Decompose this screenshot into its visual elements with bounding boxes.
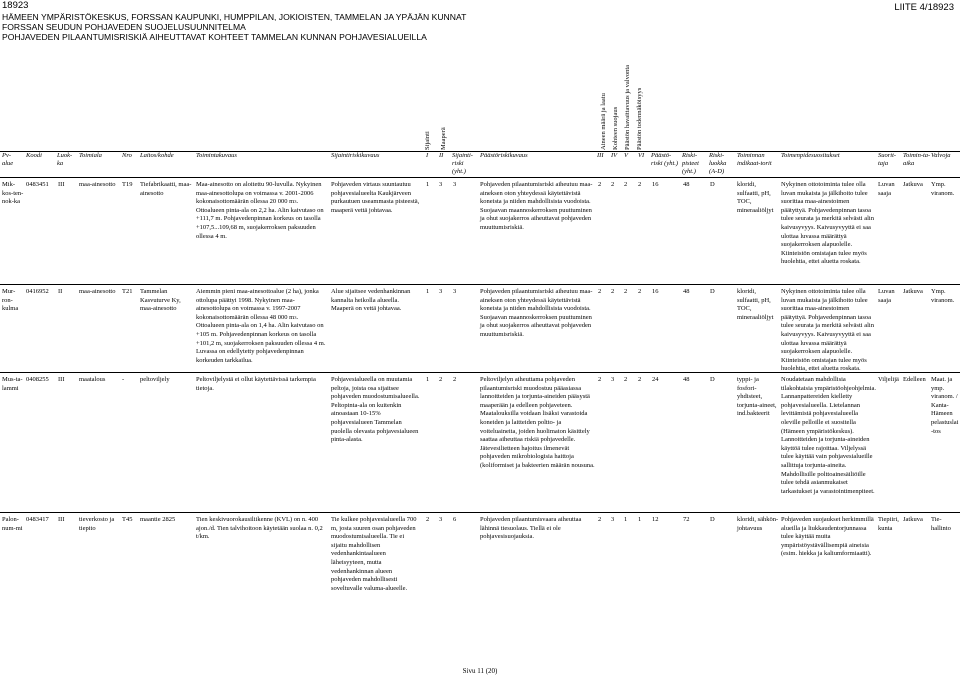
col-koodi: Koodi: [26, 152, 42, 159]
cell-riskipisteet: 48: [683, 376, 690, 383]
cell-paastoriski: 24: [652, 376, 659, 383]
col-risk-ii: II: [439, 152, 444, 159]
cell-risk-iii: 2: [598, 516, 602, 523]
cell-risk-iv: 3: [611, 516, 615, 523]
cell-paastoriskikuvaus: Pohjaveden pilaantumisvaara aiheuttaa lähinnä tiesuolaus. Tiellä ei ole pohjavesisuojauksia.: [480, 516, 582, 541]
cell-toimintakuvaus: Peltoviljelystä ei ollut käytettävissä tarkempia tietoja.: [196, 376, 316, 392]
cell-sijaintiriskikuvaus: Tie kulkee pohjavesialueella 700 m, josta suuren osan pohjaveden muodostumisalueella. Tie ei sijaitu mahdollisen vedenhankintaalueen läheisyyteen, mutta vedenhankinnan alueen pohjaveden mahdollisesti soveltuvalle valuma-alueelle.: [331, 516, 417, 592]
cell-valvoja: Tie-hallinto: [931, 516, 951, 532]
cell-risk-vi: 2: [638, 181, 642, 188]
superscript: 3: [294, 314, 297, 320]
cell-toteutusaika: Edelleen: [903, 376, 926, 383]
cell-indikaattorit: kloridi, sähkön-johtavuus: [737, 516, 779, 532]
cell-risk-ii: 3: [439, 288, 443, 295]
rotated-label-aineen-maara: Aineen määrä ja laatu: [600, 93, 607, 150]
col-riskiluokka: Riski-luokka (A-D): [709, 152, 727, 175]
col-suorittaja: Suorit-taja: [878, 152, 897, 167]
cell-koodi: 0416952: [26, 288, 49, 295]
cell-sijaintiriskikuvaus: Alue sijaitsee vedenhankinnan kannalta heikolla alueella. Maaperä on vettä johtavaa.: [331, 288, 411, 313]
cell-toimenpidesuositukset: Nykyinen ottotoiminta tulee olla luvan mukaista ja jälkihoito tulee suorittaa maa-ainestoimen päätyttyä. Pohjavedenpinnan tasoa tulee seurata ja merkitä selvästi alin kaivusyvyys. Kaivusyvyyttä ei saa ulottaa luvassa määrättyä suojakerroksen alapuolelle. Kiinteistön omistajan tulee myös huolehtia, ettei aluetta roskata.: [781, 181, 874, 266]
cell-risk-iii: 2: [598, 288, 602, 295]
cell-paastoriski: 16: [652, 181, 659, 188]
col-paastoriski: Päästö-riski (yht.): [651, 152, 679, 167]
cell-risk-ii: 3: [439, 516, 443, 523]
cell-suorittaja: Luvan saaja: [878, 288, 895, 304]
cell-alue: Mus-ta-lammi: [2, 376, 23, 392]
cell-sijaintiriski: 3: [453, 181, 457, 188]
col-risk-v: V: [624, 152, 628, 159]
cell-toteutusaika: Jatkuva: [903, 181, 923, 188]
cell-suorittaja: Viljelijä: [878, 376, 899, 383]
cell-riskipisteet: 48: [683, 288, 690, 295]
cell-luokka: II: [58, 288, 63, 295]
cell-laitos: peltoviljely: [140, 376, 170, 383]
cell-riskiluokka: D: [710, 376, 715, 383]
cell-koodi: 0483451: [26, 181, 49, 188]
row-separator: [0, 512, 960, 513]
rotated-label-paaston-todennakoisyys: Päästön todennäköisyys: [636, 87, 643, 150]
col-risk-iii: III: [597, 152, 604, 159]
cell-risk-v: 1: [624, 516, 628, 523]
cell-sijaintiriski: 2: [453, 376, 457, 383]
cell-paastoriski: 12: [652, 516, 659, 523]
rotated-label-paaston-havaittavuus: Päästön havaittavuus ja valvonta: [624, 64, 631, 150]
cell-luokka: III: [58, 376, 65, 383]
cell-toimiala: tieverkosto ja tiepito: [79, 516, 115, 532]
cell-risk-iv: 3: [611, 376, 615, 383]
cell-valvoja: Ymp. viranom.: [931, 181, 955, 197]
cell-suorittaja: Luvan saaja: [878, 181, 895, 197]
document-title: POHJAVEDEN PILAANTUMISRISKIÄ AIHEUTTAVAT KOHTEET TAMMELAN KUNNAN POHJAVESIALUEILLA: [2, 32, 427, 42]
col-paastoriskikuvaus: Päästöriskikuvaus: [480, 152, 528, 159]
cell-sijaintiriski: 3: [453, 288, 457, 295]
col-valvoja: Valvoja: [931, 152, 951, 159]
cell-valvoja: Ymp. viranom.: [931, 288, 955, 304]
cell-nro: T19: [122, 181, 133, 188]
col-laitos: Laitos/kohde: [140, 152, 174, 159]
cell-paastoriskikuvaus: Pohjaveden pilaantumisriski aiheutuu maa-aineksen oton yhteydessä käytettävistä koneista ja niiden mahdollisista vuodoista. Suojaavan maannoskerroksen puuttuminen ja ohut suojakerros aiheuttavat pohjaveden muuttumisriskiä.: [480, 288, 593, 338]
col-risk-i: I: [426, 152, 429, 159]
col-sijaintiriskikuvaus: Sijaintiriskikuvaus: [331, 152, 380, 159]
cell-risk-ii: 3: [439, 181, 443, 188]
rotated-label-sijainti: Sijainti: [424, 131, 431, 150]
cell-risk-v: 2: [624, 376, 628, 383]
cell-riskipisteet: 48: [683, 181, 690, 188]
cell-riskiluokka: D: [710, 516, 715, 523]
cell-risk-i: 1: [426, 288, 430, 295]
cell-risk-iii: 2: [598, 376, 602, 383]
cell-sijaintiriskikuvaus: Pohjavesialueella on muutamia peltoja, joista osa sijaitsee pohjaveden muodostumisalueella. Peltopinta-ala on kuitenkin ainoastaan 10-15% pohjavesialueen Tammelan puolella olevasta pohjavesialueen pinta-alasta.: [331, 376, 420, 444]
rotated-label-kohteen-suojaus: Kohteen suojaus: [612, 106, 619, 150]
toimintakuvaus-text-cont: . Ottoalueen pinta-ala on 2,2 ha. Alin kaivutaso on +111,7 m. Pohjavedenpinnan korkeus on tasolla +107,5...109,68 m, suojakerroksen paksuuden ollessa 4 m.: [196, 198, 324, 240]
cell-risk-iv: 2: [611, 181, 615, 188]
row-separator: [0, 372, 960, 373]
cell-alue: Mik-kos-ten-nok-ka: [2, 181, 24, 206]
cell-risk-ii: 2: [439, 376, 443, 383]
cell-indikaattorit: kloridi, sulfaatti, pH, TOC, mineraaliöljyt: [737, 181, 774, 214]
col-pv-alue: Pv-alue: [2, 152, 14, 167]
cell-laitos: Tammelan Kasvuturve Ky, maa-ainesotto: [140, 288, 181, 313]
cell-toimintakuvaus: [196, 181, 326, 241]
cell-sijaintiriski: 6: [453, 516, 457, 523]
cell-toimiala: maa-ainesotto: [79, 181, 116, 188]
toimintakuvaus-text: Aiemmin pieni maa-ainesottoalue (2 ha), jonka ottolupa päättyi 1998. Nykyinen maa-ainesottolupa on voimassa v. 1997-2007 kokonaisottomäärän ollessa 48 000 m: [196, 288, 319, 321]
cell-toimiala: maatalous: [79, 376, 106, 383]
cell-alue: Mur-ron-kulma: [2, 288, 19, 313]
cell-nro: T21: [122, 288, 133, 295]
cell-toteutusaika: Jatkuva: [903, 516, 923, 523]
cell-risk-vi: 1: [638, 516, 642, 523]
cell-luokka: III: [58, 181, 65, 188]
col-risk-iv: IV: [611, 152, 618, 159]
col-luokka: Luok-ka: [57, 152, 73, 167]
cell-toteutusaika: Jatkuva: [903, 288, 923, 295]
cell-toimenpidesuositukset: Pohjaveden suojaukset herkimmillä alueilla ja liukkaudentorjunnassa tulee käyttää muita ympäristöystävällisempiä aineisia (esim. hiekka ja kaliumformiaatti).: [781, 516, 874, 558]
cell-risk-i: 1: [426, 181, 430, 188]
cell-nro: -: [122, 376, 125, 383]
plan-title: FORSSAN SEUDUN POHJAVEDEN SUOJELUSUUNNITELMA: [2, 22, 246, 32]
cell-riskiluokka: D: [710, 288, 715, 295]
cell-alue: Palon-num-mi: [2, 516, 23, 532]
cell-nro: T45: [122, 516, 133, 523]
cell-toimintakuvaus: Tien keskivuorokausiliikenne (KVL) on n. 400 ajon./d. Tien talvihoitoon käytetään suolaa n. 0,2 t/km.: [196, 516, 323, 541]
cell-risk-vi: 2: [638, 376, 642, 383]
cell-risk-i: 1: [426, 376, 430, 383]
toimintakuvaus-text: Maa-ainesotto on aloitettu 90-luvulla. Nykyinen maa-ainesottolupa on voimassa v. 2001-2006 kokonaisottomäärän ollessa 20 000 m: [196, 181, 322, 206]
cell-indikaattorit: typpi- ja fosfori-yhdisteet, torjunta-aineet, ind.bakteerit: [737, 376, 777, 418]
cell-toimintakuvaus: [196, 288, 326, 365]
col-toteutusaika: Toimin-ta-aika: [903, 152, 931, 167]
toimintakuvaus-text-cont: . Ottoalueen pinta-ala on 1,4 ha. Alin kaivutaso on +105 m. Pohjavedenpinnan korkeus on tasolla +101,2 m, suojakerroksen paksuuden ollessa 4 m. Luvassa on edellytetty pohjavedenpinnan korkeuden tarkkailua.: [196, 313, 326, 364]
cell-suorittaja: Tiepiiri, kunta: [878, 516, 899, 532]
cell-paastoriskikuvaus: Pohjaveden pilaantumisriski aiheutuu maa-aineksen oton yhteydessä käytettävistä koneista ja niiden mahdollisista vuodoista. Suojaavan maannoskerroksen puuttuminen ja ohut suojakerros aiheuttavat pohjaveden muuttumisriskiä.: [480, 181, 593, 231]
cell-riskiluokka: D: [710, 181, 715, 188]
cell-risk-i: 2: [426, 516, 430, 523]
cell-riskipisteet: 72: [683, 516, 690, 523]
col-toimiala: Toimiala: [79, 152, 102, 159]
col-risk-vi: VI: [638, 152, 645, 159]
cell-laitos: maantie 2825: [140, 516, 176, 523]
cell-risk-v: 2: [624, 181, 628, 188]
document-code: 18923: [2, 0, 29, 11]
cell-laitos: Tiefabrikaatti, maa-ainesotto: [140, 181, 192, 197]
cell-toimenpidesuositukset: Nykyinen ottotoiminta tulee olla luvan mukaista ja jälkihoito tulee suorittaa maa-ainestoimen päätyttyä. Pohjavedenpinnan tasoa tulee seurata ja merkitä selvästi alin kaivusyvyys. Kaivusyvyyttä ei saa ulottaa luvassa määrättyä suojakerroksen alapuolelle. Kiinteistön omistajan tulee myös huolehtia, ettei aluetta roskata.: [781, 288, 874, 373]
cell-sijaintiriskikuvaus: Pohjaveden virtaus suuntautuu pohjavesialueelta Kaukjärveen purkautuen useammasta pisteestä, maaperä vettä johtavaa.: [331, 181, 420, 214]
row-separator: [0, 284, 960, 285]
page-number: Sivu 11 (20): [462, 667, 498, 675]
col-nro: Nro: [122, 152, 132, 159]
col-toimintakuvaus: Toimintakuvaus: [196, 152, 237, 159]
cell-toimiala: maa-ainesotto: [79, 288, 116, 295]
table-header-rule: [0, 177, 960, 178]
cell-toimenpidesuositukset: Noudatetaan mahdollisia tilakohtaisia ympäristöohjeohjelmia. Lannanpattereiden kielletty pohjavesialueella. Lietelannan levittämistä pohjavesialueella oleville pelloille ei suositella (Hämeen ympäristökeskus). Lannoitteiden ja torjunta-aineiden käyttöä tulee rajoittaa. Viljelyssä tulee käyttää vain pohjavesialueille sallittuja torjunta-aineita. Mahdollisille polttoainesäiliöille tulee tehdä asianmukaiset tarkastukset ja varastointimenpiteet.: [781, 376, 876, 495]
cell-paastoriskikuvaus: Peltoviljelyn aiheuttama pohjaveden pilaantumisriski muodostuu pääasiassa lannoitteiden ja torjunta-aineiden pääsystä maaperään ja edelleen pohjaveteen. Maatalouksilla voidaan lisäksi varastoida koneiden ja laitteiden poltto- ja voiteluaineita, joiden huolimaton käsittely saattaa aiheuttaa riskiä pohjavedelle. Jätevesilietteen hajoitus ilmenevät pohjaveden mikrobiologisia haittoja (koliformiset ja bakteerien määrän nousuna.: [480, 376, 595, 469]
cell-valvoja: Maat. ja ymp. viranom. / Kanta-Hämeen pelastuslai-tos: [931, 376, 959, 435]
superscript: 3: [294, 199, 297, 205]
col-sijaintiriski: Sijainti-riski (yht.): [452, 152, 473, 175]
col-indikaattorit: Toiminnan indikaat-torit: [737, 152, 772, 167]
organization-line: HÄMEEN YMPÄRISTÖKESKUS, FORSSAN KAUPUNKI, HUMPPILAN, JOKIOISTEN, TAMMELAN JA YPÄJÄN KUNNAT: [2, 12, 467, 22]
cell-indikaattorit: kloridi, sulfaatti, pH, TOC, mineraaliöljyt: [737, 288, 774, 321]
cell-risk-iv: 2: [611, 288, 615, 295]
cell-koodi: 0408255: [26, 376, 49, 383]
cell-risk-vi: 2: [638, 288, 642, 295]
cell-koodi: 0483417: [26, 516, 49, 523]
appendix-number: LIITE 4/18923: [894, 2, 954, 13]
cell-risk-v: 2: [624, 288, 628, 295]
cell-paastoriski: 16: [652, 288, 659, 295]
cell-risk-iii: 2: [598, 181, 602, 188]
col-riskipisteet: Riski-pisteet (yht.): [682, 152, 699, 175]
cell-luokka: III: [58, 516, 65, 523]
col-toimenpidesuositukset: Toimenpidesuositukset: [781, 152, 840, 159]
rotated-label-maapera: Maaperä: [440, 127, 447, 150]
